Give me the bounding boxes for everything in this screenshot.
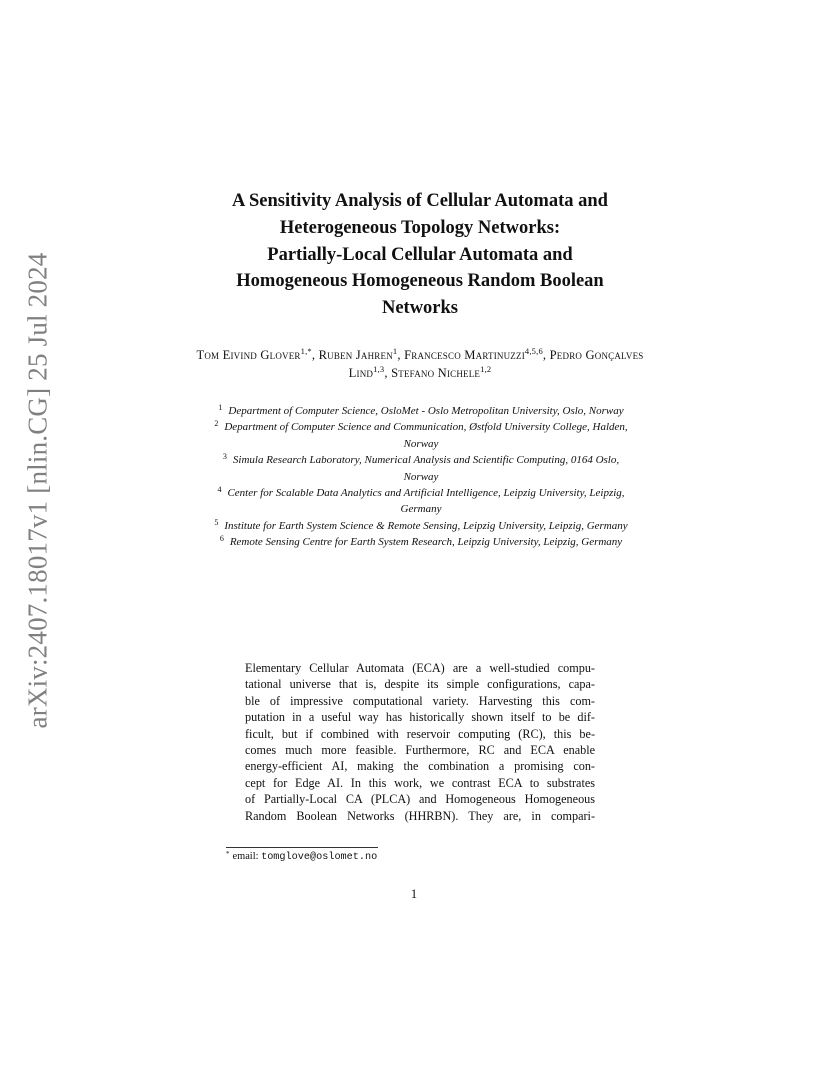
arxiv-stamp [20, 252, 56, 728]
affiliation-list [206, 403, 636, 551]
affiliation [206, 534, 636, 550]
affiliation-text: Center for Scalable Data Analytics and Artificial Intelligence, Leipzig University, Leipzig, Germany [227, 487, 625, 516]
abstract-line: Elementary Cellular Automata (ECA) are a well-studied compu- [245, 661, 595, 675]
title-line: A Sensitivity Analysis of Cellular Automata and [232, 191, 608, 211]
author-affiliation-mark: 1 [392, 346, 398, 356]
abstract-line: ficult, but if combined with reservoir computing (RC), this be- [245, 726, 595, 741]
title-line: Networks [381, 298, 459, 319]
abstract-line: of Partially-Local CA (PLCA) and Homogeneous Homogeneous [245, 792, 595, 807]
abstract-text [245, 660, 595, 824]
abstract-line: putation in a useful way has historically shown itself to be dif- [245, 710, 595, 725]
footnote-mark: * [226, 850, 230, 858]
footnote-label: email: [232, 851, 259, 862]
email-link[interactable]: tomglove@oslomet.no [261, 852, 378, 863]
abstract-line: cept for Edge AI. In this work, we contrast ECA to substrates [245, 775, 595, 790]
affiliation [206, 518, 636, 534]
affiliation-number: 6 [219, 534, 224, 544]
abstract-line: Random Boolean Networks (HHRBN). They are, in compari- [245, 808, 595, 823]
abstract-line: comes much more feasible. Furthermore, RC and ECA enable [245, 742, 595, 757]
affiliation [206, 452, 636, 485]
paper-title [170, 188, 670, 322]
affiliation-number: 5 [214, 517, 219, 527]
affiliation [206, 485, 636, 518]
author-affiliation-mark: 1,* [300, 346, 312, 356]
title-line: Homogeneous Homogeneous Random Boolean [236, 271, 604, 292]
affiliation-number: 1 [218, 403, 223, 412]
abstract-line: ble of impressive computational variety. Harvesting this com- [245, 693, 595, 708]
abstract-line: tational universe that is, despite its simple configurations, capa- [245, 677, 595, 692]
arxiv-stamp-text: arXiv:2407.18017v1 [nlin.CG] 25 Jul 2024 [22, 252, 53, 728]
footnote [226, 850, 377, 865]
affiliation [206, 403, 636, 419]
affiliation-text: Department of Computer Science, OsloMet - Oslo Metropolitan University, Oslo, Norway [228, 405, 624, 417]
author-name: Tom Eivind Glover [196, 348, 301, 362]
author-name: Stefano Nichele [391, 366, 481, 380]
author-list: Tom Eivind Glover$^{1,*}$, Ruben Jahren$^1$, Francesco Martinuzzi$^{4,5,6}$, Pedro Gonçalves Lind$^{1,3}$, Stefano Nichele$^{1,2}$ [196, 346, 644, 380]
affiliation-number: 2 [214, 419, 219, 429]
affiliation-number: 4 [217, 485, 222, 495]
affiliation-text: Institute for Earth System Science & Remote Sensing, Leipzig University, Leipzig, Germany [224, 519, 628, 532]
title-line: Partially-Local Cellular Automata and [267, 244, 573, 265]
author-affiliation-mark: 4,5,6 [524, 346, 543, 356]
affiliation [206, 419, 636, 452]
author-name: Ruben Jahren [318, 348, 393, 362]
author-affiliation-mark: 1,2 [480, 364, 492, 374]
affiliation-text: Department of Computer Science and Communication, Østfold University College, Halden, Norway [224, 421, 628, 450]
author-name: Pedro Gonçalves Lind [348, 348, 644, 380]
author-affiliation-mark: 1,3 [373, 364, 385, 374]
footnote-divider [226, 847, 378, 848]
abstract-line: energy-efficient AI, making the combination a promising con- [245, 759, 595, 774]
author-name: Francesco Martinuzzi [404, 348, 525, 362]
affiliation-text: Remote Sensing Centre for Earth System Research, Leipzig University, Leipzig, Germany [229, 536, 623, 549]
title-line: Heterogeneous Topology Networks: [279, 217, 561, 238]
page-number: 1 [410, 887, 418, 901]
affiliation-number: 3 [222, 452, 227, 462]
affiliation-text: Simula Research Laboratory, Numerical Analysis and Scientific Computing, 0164 Oslo, Norway [232, 454, 620, 483]
